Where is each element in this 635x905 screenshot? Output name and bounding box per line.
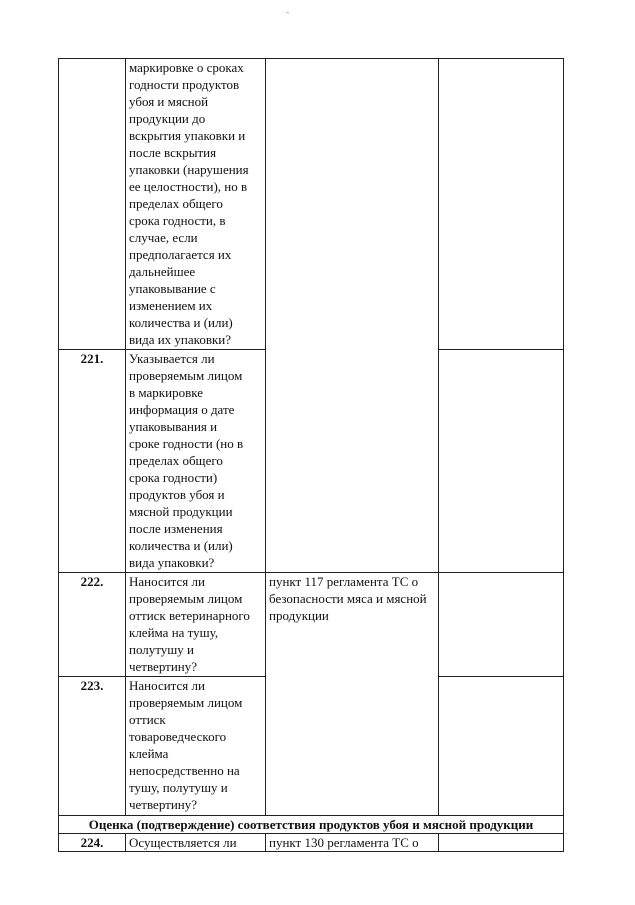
question-line: тушу, полутушу и bbox=[129, 780, 228, 795]
question-line: годности продуктов bbox=[129, 77, 240, 92]
question-line: проверяемым лицом bbox=[129, 695, 243, 710]
note-cell bbox=[439, 350, 564, 573]
note-cell bbox=[439, 834, 564, 852]
note-cell bbox=[439, 573, 564, 677]
section-row bbox=[59, 816, 564, 834]
question-line: маркировке о сроках bbox=[129, 60, 244, 75]
question-line: вида их упаковки? bbox=[129, 332, 232, 347]
question-line: случае, если bbox=[129, 230, 198, 245]
question-line: продукции до bbox=[129, 111, 206, 126]
question-line: оттиск bbox=[129, 712, 166, 727]
question-line: после вскрытия bbox=[129, 145, 217, 160]
question-line: непосредственно на bbox=[129, 763, 240, 778]
question-line: упаковки (нарушения bbox=[129, 162, 249, 177]
question-line: клейма bbox=[129, 746, 169, 761]
reference-cell bbox=[266, 573, 439, 816]
table-row-continuation bbox=[59, 59, 564, 350]
question-line: количества и (или) bbox=[129, 538, 233, 553]
table-row-224 bbox=[59, 834, 564, 852]
question-line: Наносится ли bbox=[129, 574, 205, 589]
question-line: информация о дате bbox=[129, 402, 235, 417]
question-line: упаковывания и bbox=[129, 419, 218, 434]
checklist-table bbox=[58, 58, 564, 852]
question-line: товароведческого bbox=[129, 729, 227, 744]
question-line: предполагается их bbox=[129, 247, 232, 262]
question-line: полутушу и bbox=[129, 642, 194, 657]
question-line: Наносится ли bbox=[129, 678, 205, 693]
question-line: вскрытия упаковки и bbox=[129, 128, 246, 143]
question-line: четвертину? bbox=[129, 659, 198, 674]
question-line: оттиск ветеринарного bbox=[129, 608, 250, 623]
row-number: 222. bbox=[59, 573, 126, 677]
row-number: 223. bbox=[59, 677, 126, 816]
question-cell: Осуществляется ли bbox=[126, 834, 266, 852]
question-line: проверяемым лицом bbox=[129, 591, 243, 606]
number-cell-empty bbox=[59, 59, 126, 350]
note-cell bbox=[439, 677, 564, 816]
reference-line: пункт 117 регламента ТС о bbox=[269, 574, 419, 589]
question-line: срока годности, в bbox=[129, 213, 226, 228]
section-title: Оценка (подтверждение) соответствия продуктов убоя и мясной продукции bbox=[59, 816, 564, 834]
question-line: четвертину? bbox=[129, 797, 198, 812]
question-line: упаковывание с bbox=[129, 281, 216, 296]
question-line: срока годности) bbox=[129, 470, 218, 485]
note-cell bbox=[439, 59, 564, 350]
question-line: Указывается ли bbox=[129, 351, 215, 366]
question-line: дальнейшее bbox=[129, 264, 196, 279]
reference-line: продукции bbox=[269, 608, 329, 623]
question-line: ее целостности), но в bbox=[129, 179, 248, 194]
question-cell bbox=[126, 573, 266, 677]
question-line: пределах общего bbox=[129, 196, 223, 211]
question-line: пределах общего bbox=[129, 453, 223, 468]
question-line: клейма на тушу, bbox=[129, 625, 219, 640]
table-row-222 bbox=[59, 573, 564, 677]
question-cell-continuation bbox=[126, 59, 266, 350]
question-line: в маркировке bbox=[129, 385, 203, 400]
row-number: 221. bbox=[59, 350, 126, 573]
question-cell bbox=[126, 350, 266, 573]
scan-speck bbox=[286, 12, 289, 13]
question-line: количества и (или) bbox=[129, 315, 233, 330]
question-line: проверяемым лицом bbox=[129, 368, 243, 383]
question-line: продуктов убоя и bbox=[129, 487, 225, 502]
question-line: изменением их bbox=[129, 298, 213, 313]
question-line: вида упаковки? bbox=[129, 555, 215, 570]
question-line: убоя и мясной bbox=[129, 94, 209, 109]
reference-cell-empty bbox=[266, 59, 439, 573]
reference-line: безопасности мяса и мясной bbox=[269, 591, 427, 606]
question-cell bbox=[126, 677, 266, 816]
row-number: 224. bbox=[59, 834, 126, 852]
question-line: мясной продукции bbox=[129, 504, 233, 519]
question-line: сроке годности (но в bbox=[129, 436, 244, 451]
reference-cell: пункт 130 регламента ТС о bbox=[266, 834, 439, 852]
question-line: после изменения bbox=[129, 521, 223, 536]
